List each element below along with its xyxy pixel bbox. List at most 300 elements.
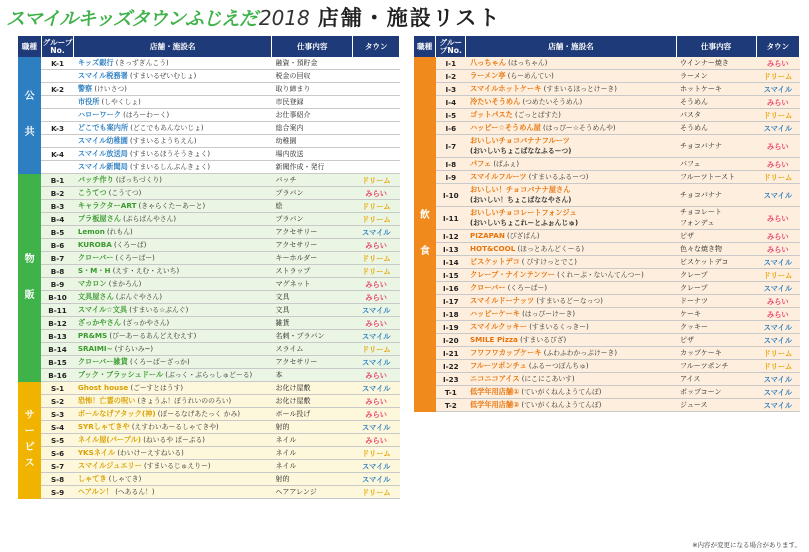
- town-cell: みらい: [756, 57, 799, 70]
- shop-name: [466, 360, 676, 373]
- group-no: B-3: [41, 200, 74, 213]
- shop-name: [74, 252, 272, 265]
- job-cell: [676, 321, 756, 334]
- table-row: [18, 161, 400, 174]
- job-cell: [676, 96, 756, 109]
- shop-reading: (ぴざぱん): [504, 232, 540, 240]
- shop-name-text: ブック・ブラッシュドール: [77, 370, 164, 379]
- town-cell: スマイル: [756, 399, 799, 412]
- job-text: バッチ: [275, 175, 297, 184]
- job-text: アクセサリー: [275, 357, 318, 366]
- shop-name-text: 冷たいそうめん: [469, 97, 521, 106]
- job-text: ラーメン: [680, 71, 708, 80]
- table-row: [414, 269, 800, 282]
- shop-name-text: 八っちゃん: [469, 58, 506, 67]
- shop-name: [466, 171, 676, 184]
- shop-name-text: SYRしゃてきや: [77, 422, 130, 431]
- table-row: [414, 57, 800, 70]
- shop-name-text: SMILE Pizza: [469, 335, 518, 344]
- table-row: [18, 395, 400, 408]
- shop-name: [74, 317, 272, 330]
- job-cell: [676, 135, 756, 158]
- shop-name-text: S・M・H: [77, 266, 111, 275]
- town-cell: みらい: [756, 96, 799, 109]
- shop-reading: (つめたいそうめん): [520, 98, 583, 106]
- table-row: [18, 421, 400, 434]
- shop-reading: (きっずぎんこう): [113, 59, 169, 67]
- job-text: マグネット: [275, 279, 311, 288]
- shop-name-text: スマイルホットケーキ: [469, 84, 542, 93]
- group-no: I-10: [436, 184, 466, 207]
- table-row: [414, 243, 800, 256]
- category-label: 飲食: [419, 210, 430, 258]
- shop-name: [74, 278, 272, 291]
- shop-name-text: スマイル税務署: [77, 71, 128, 80]
- job-text: チョコバナナ: [680, 141, 722, 150]
- job-cell: [676, 399, 756, 412]
- town-cell: スマイル: [756, 122, 799, 135]
- group-no: I-2: [436, 70, 466, 83]
- table-row: [18, 343, 400, 356]
- shop-name: [466, 373, 676, 386]
- table-row: [414, 360, 800, 373]
- shop-reading: (しやくしょ): [99, 98, 141, 106]
- shop-reading: ( びすけっとでこ): [519, 258, 577, 266]
- job-cell: [272, 83, 353, 96]
- table-row: [18, 57, 400, 70]
- job-cell: [272, 265, 353, 278]
- shop-reading: (すまいるじゅえりー): [141, 462, 211, 470]
- shop-reading: (すまいるぴざ): [517, 336, 567, 344]
- group-no: I-22: [436, 360, 466, 373]
- col-shop-name: 店舗・施設名: [74, 36, 272, 57]
- group-no: B-14: [41, 343, 74, 356]
- table-row: [18, 96, 400, 109]
- shop-name-text: スマイル☆文具: [77, 305, 128, 314]
- job-text: そうめん: [680, 97, 709, 106]
- table-row: [18, 330, 400, 343]
- job-text: お仕事紹介: [275, 110, 311, 119]
- table-row: [18, 200, 400, 213]
- job-cell: [272, 187, 353, 200]
- town-cell: みらい: [353, 434, 400, 447]
- shop-name-text: スマイルクッキー: [469, 322, 528, 331]
- shop-reading: (ふるーつぽんちゅ): [526, 362, 589, 370]
- table-row: [18, 382, 400, 395]
- col-job: 仕事内容: [676, 36, 756, 57]
- group-no: S-6: [41, 447, 74, 460]
- job-cell: [272, 239, 353, 252]
- town-cell: みらい: [756, 135, 799, 158]
- shop-name-text: スマイルジュエリー: [77, 461, 142, 470]
- job-cell: [272, 70, 353, 83]
- job-text: 文具: [275, 305, 290, 314]
- shop-name: [466, 96, 676, 109]
- shop-name: [74, 382, 272, 395]
- job-cell: [676, 360, 756, 373]
- job-cell: [676, 269, 756, 282]
- right-shop-table: [414, 36, 800, 412]
- group-no: B-16: [41, 369, 74, 382]
- shop-name-text: PR&MS: [77, 331, 108, 340]
- job-cell: [272, 382, 353, 395]
- shop-reading: (ごっとぱすた): [512, 111, 561, 119]
- job-text: ピザ: [680, 231, 695, 240]
- group-no: [41, 135, 74, 148]
- shop-name: [466, 57, 676, 70]
- shop-reading: (しゃてき): [106, 475, 142, 483]
- town-cell: みらい: [353, 395, 400, 408]
- shop-name-text: フルーツポンチュ: [469, 361, 527, 370]
- group-no: T-1: [436, 386, 466, 399]
- table-row: [18, 278, 400, 291]
- table-row: [18, 122, 400, 135]
- shop-name-text: スマイル幼稚園: [77, 136, 128, 145]
- shop-reading: (れもん): [104, 228, 133, 236]
- job-cell: [272, 148, 353, 161]
- shop-name: [74, 343, 272, 356]
- shop-name-text: こうてつ: [77, 188, 107, 197]
- shop-name: [466, 109, 676, 122]
- shop-name-text: ざっかやさん: [77, 318, 121, 327]
- table-row: [414, 386, 800, 399]
- job-cell: [676, 158, 756, 171]
- shop-reading: (すまいるくっきー): [527, 323, 589, 331]
- shop-name-text: 文具屋さん: [77, 292, 114, 301]
- shop-name: [466, 230, 676, 243]
- table-row: [18, 473, 400, 486]
- shop-name-text: スマイル放送局: [77, 149, 128, 158]
- job-text: パフェ: [680, 159, 701, 168]
- shop-name: [466, 70, 676, 83]
- shop-name-text: ハッピーケーキ: [469, 309, 520, 318]
- town-cell: ドリーム: [353, 200, 400, 213]
- shop-name-text: KUROBA: [77, 240, 112, 249]
- job-cell: [272, 226, 353, 239]
- town-cell: ドリーム: [756, 109, 799, 122]
- town-cell: スマイル: [756, 184, 799, 207]
- table-row: [18, 486, 400, 499]
- group-no: B-8: [41, 265, 74, 278]
- group-no: I-11: [436, 207, 466, 230]
- town-cell: ドリーム: [756, 269, 799, 282]
- group-no: [41, 96, 74, 109]
- job-text: ポップコーン: [680, 387, 722, 396]
- shop-reading: (けいさつ): [92, 85, 127, 93]
- shop-name-text: Lemon: [77, 227, 105, 236]
- shop-name: [466, 386, 676, 399]
- shop-name-text: マカロン: [77, 279, 107, 288]
- job-cell: [272, 213, 353, 226]
- table-row: [18, 317, 400, 330]
- group-no: S-3: [41, 408, 74, 421]
- group-no: I-14: [436, 256, 466, 269]
- town-cell: スマイル: [353, 473, 400, 486]
- header-year: 2018: [258, 6, 310, 30]
- shop-reading: (らーめんてい): [505, 72, 554, 80]
- job-text: キーホルダー: [275, 253, 318, 262]
- group-no: I-23: [436, 373, 466, 386]
- shop-reading: (こうてつ): [106, 189, 142, 197]
- town-cell: スマイル: [353, 382, 400, 395]
- job-text: ヘアアレンジ: [275, 487, 317, 496]
- job-text: ネイル: [275, 448, 297, 457]
- job-text: 取り締まり: [275, 84, 311, 93]
- shop-name-text: ニコニコアイス: [469, 374, 520, 383]
- brand-logo: スマイルキッズタウンふじえだ: [6, 8, 257, 30]
- job-text: フォンデュ: [680, 219, 715, 227]
- shop-reading: (ごーすとはうす): [128, 384, 184, 392]
- shop-name: [466, 122, 676, 135]
- col-category: 職種: [18, 36, 41, 57]
- shop-name: [74, 135, 272, 148]
- town-cell: スマイル: [756, 321, 799, 334]
- job-text: 幼稚園: [275, 136, 297, 145]
- job-cell: [676, 109, 756, 122]
- job-cell: [272, 57, 353, 70]
- job-cell: [676, 347, 756, 360]
- shop-name-text: SRAIMI~: [77, 344, 113, 353]
- left-shop-table: [18, 36, 400, 499]
- col-group-no: グループNo.: [436, 36, 466, 57]
- shop-name-text: キッズ銀行: [77, 58, 114, 67]
- category-label: 物販: [24, 253, 35, 301]
- town-cell: [353, 122, 400, 135]
- job-text: ホットケーキ: [680, 84, 722, 93]
- group-no: I-12: [436, 230, 466, 243]
- shop-name: [74, 187, 272, 200]
- shop-name-text: PIZAPAN: [469, 231, 505, 240]
- town-cell: スマイル: [353, 356, 400, 369]
- shop-name-text: スマイルドーナッツ: [469, 296, 535, 305]
- table-row: [18, 304, 400, 317]
- shop-name: [74, 83, 272, 96]
- shop-name-text: おいしいチョコレートフォンジュ: [469, 208, 577, 217]
- table-row: [414, 230, 800, 243]
- group-no: I-9: [436, 171, 466, 184]
- job-text: ピザ: [680, 335, 695, 344]
- shop-reading: (ていがくねんようてんぽ): [519, 388, 602, 396]
- table-row: [414, 334, 800, 347]
- town-cell: スマイル: [756, 334, 799, 347]
- job-cell: [272, 252, 353, 265]
- shop-reading: (おいしいちょこれーとふぉんじゅ): [469, 219, 579, 227]
- shop-name: [74, 447, 272, 460]
- town-cell: [353, 57, 400, 70]
- shop-name: [74, 213, 272, 226]
- shop-name: [466, 269, 676, 282]
- shop-name: [466, 308, 676, 321]
- shop-reading: (ざっかやさん): [120, 319, 170, 327]
- table-row: [18, 434, 400, 447]
- job-text: チョコレート: [680, 208, 722, 216]
- shop-name-text: スマイルフルーツ: [469, 172, 527, 181]
- town-cell: ドリーム: [353, 343, 400, 356]
- shop-reading: (くろーばー): [505, 284, 547, 292]
- group-no: B-15: [41, 356, 74, 369]
- table-row: [18, 369, 400, 382]
- table-row: [18, 187, 400, 200]
- group-no: K-1: [41, 57, 74, 70]
- shop-name-text: ラーメン亭: [469, 71, 506, 80]
- table-row: [18, 226, 400, 239]
- shop-name-text: Ghost house: [77, 383, 129, 392]
- table-row: [414, 295, 800, 308]
- table-row: [414, 158, 800, 171]
- shop-reading: (すまいる☆ぶんぐ): [127, 306, 189, 314]
- job-cell: [272, 135, 353, 148]
- page-header: [6, 2, 501, 32]
- table-row: [18, 291, 400, 304]
- job-cell: [676, 207, 756, 230]
- shop-name: [74, 408, 272, 421]
- shop-name-text: しゃてき: [77, 474, 107, 483]
- shop-reading: (へあるん！): [113, 488, 155, 496]
- table-row: [18, 356, 400, 369]
- shop-reading: (すまいるようちえん): [127, 137, 197, 145]
- table-row: [414, 321, 800, 334]
- town-cell: [353, 109, 400, 122]
- town-cell: ドリーム: [353, 213, 400, 226]
- town-cell: ドリーム: [353, 447, 400, 460]
- shop-reading: (すらいみ~): [112, 345, 153, 353]
- shop-name-text: ヘアルン！: [77, 487, 114, 496]
- table-row: [414, 282, 800, 295]
- shop-reading: (にこにこあいす): [519, 375, 575, 383]
- group-no: I-7: [436, 135, 466, 158]
- job-text: プラバン: [275, 214, 304, 223]
- shop-name: [74, 291, 272, 304]
- shop-reading: (すまいるどーなっつ): [534, 297, 603, 305]
- job-text: アクセサリー: [275, 240, 318, 249]
- shop-name: [74, 473, 272, 486]
- job-text: お化け屋敷: [275, 396, 311, 405]
- table-row: [18, 109, 400, 122]
- shop-name: [74, 434, 272, 447]
- town-cell: みらい: [756, 295, 799, 308]
- shop-name: [74, 486, 272, 499]
- town-cell: ドリーム: [353, 174, 400, 187]
- town-cell: みらい: [353, 408, 400, 421]
- shop-reading: (ぶんぐやさん): [113, 293, 163, 301]
- job-text: 色々な焼き物: [680, 244, 723, 253]
- job-text: 射的: [275, 422, 290, 431]
- job-text: クレープ: [680, 270, 708, 279]
- shop-name-text: ハローワーク: [77, 110, 121, 119]
- shop-name: [74, 122, 272, 135]
- shop-name: [74, 161, 272, 174]
- job-cell: [272, 356, 353, 369]
- job-text: ジュース: [680, 400, 708, 409]
- shop-reading: (ていがくねんようてんぽ): [519, 401, 602, 409]
- group-no: B-10: [41, 291, 74, 304]
- job-cell: [676, 171, 756, 184]
- table-row: [18, 447, 400, 460]
- shop-name-text: クローバー: [469, 283, 506, 292]
- table-row: [414, 399, 800, 412]
- group-no: I-6: [436, 122, 466, 135]
- table-row: [414, 83, 800, 96]
- job-text: 絵: [275, 201, 283, 210]
- town-cell: [353, 135, 400, 148]
- table-row: [414, 96, 800, 109]
- job-cell: [676, 373, 756, 386]
- shop-reading: (おいしいちょこばななふるーつ): [469, 147, 572, 155]
- shop-name: [74, 369, 272, 382]
- town-cell: スマイル: [353, 304, 400, 317]
- shop-reading: (くろーばーざっか): [127, 358, 190, 366]
- town-cell: スマイル: [353, 330, 400, 343]
- job-cell: [676, 184, 756, 207]
- table-row: [414, 109, 800, 122]
- table-row: [18, 252, 400, 265]
- job-cell: [676, 282, 756, 295]
- page-title: 店舗・施設リスト: [317, 6, 502, 30]
- group-no: B-5: [41, 226, 74, 239]
- town-cell: みらい: [353, 369, 400, 382]
- shop-name: [74, 330, 272, 343]
- job-cell: [676, 334, 756, 347]
- shop-reading: (すまいるしんぶんきょく): [127, 163, 211, 171]
- job-text: そうめん: [680, 123, 709, 132]
- town-cell: ドリーム: [756, 347, 799, 360]
- shop-name-text: キャラクターART: [77, 201, 137, 210]
- category-label: サービス: [24, 410, 35, 469]
- group-no: I-8: [436, 158, 466, 171]
- table-row: [414, 122, 800, 135]
- job-cell: [676, 256, 756, 269]
- job-cell: [272, 278, 353, 291]
- job-cell: [272, 421, 353, 434]
- shop-reading: (えす・えむ・えいち): [110, 267, 180, 275]
- group-no: S-7: [41, 460, 74, 473]
- town-cell: みらい: [353, 317, 400, 330]
- group-no: B-11: [41, 304, 74, 317]
- shop-reading: (ほっとあんどくーる): [515, 245, 584, 253]
- job-text: 名刺・プラバン: [275, 331, 325, 340]
- shop-name: [466, 83, 676, 96]
- job-text: クレープ: [680, 283, 708, 292]
- shop-name: [466, 399, 676, 412]
- shop-reading: (はっぴーけーき): [520, 310, 576, 318]
- shop-name: [74, 239, 272, 252]
- shop-name: [74, 70, 272, 83]
- shop-name: [74, 421, 272, 434]
- shop-name-text: どこでも案内所: [77, 123, 129, 132]
- shop-name: [466, 207, 676, 230]
- town-cell: スマイル: [756, 83, 799, 96]
- col-job: 仕事内容: [272, 36, 353, 57]
- job-cell: [272, 122, 353, 135]
- table-row: [18, 174, 400, 187]
- shop-name: [74, 265, 272, 278]
- shop-reading: (えすわいあーるしゃてきや): [129, 423, 219, 431]
- job-cell: [272, 447, 353, 460]
- town-cell: [353, 148, 400, 161]
- shop-name: [466, 256, 676, 269]
- town-cell: ドリーム: [756, 171, 799, 184]
- table-row: [414, 207, 800, 230]
- shop-name-text: 低学年用店舗①: [469, 387, 520, 396]
- category-label: 公共: [24, 91, 35, 139]
- shop-name-text: クローバー雑貨: [77, 357, 128, 366]
- table-row: [18, 135, 400, 148]
- shop-name-text: ゴットパスた: [469, 110, 513, 119]
- shop-name: [466, 347, 676, 360]
- job-text: プラバン: [275, 188, 304, 197]
- job-text: 射的: [275, 474, 290, 483]
- shop-reading: (くれーぷ・ないんてんつー): [555, 271, 644, 279]
